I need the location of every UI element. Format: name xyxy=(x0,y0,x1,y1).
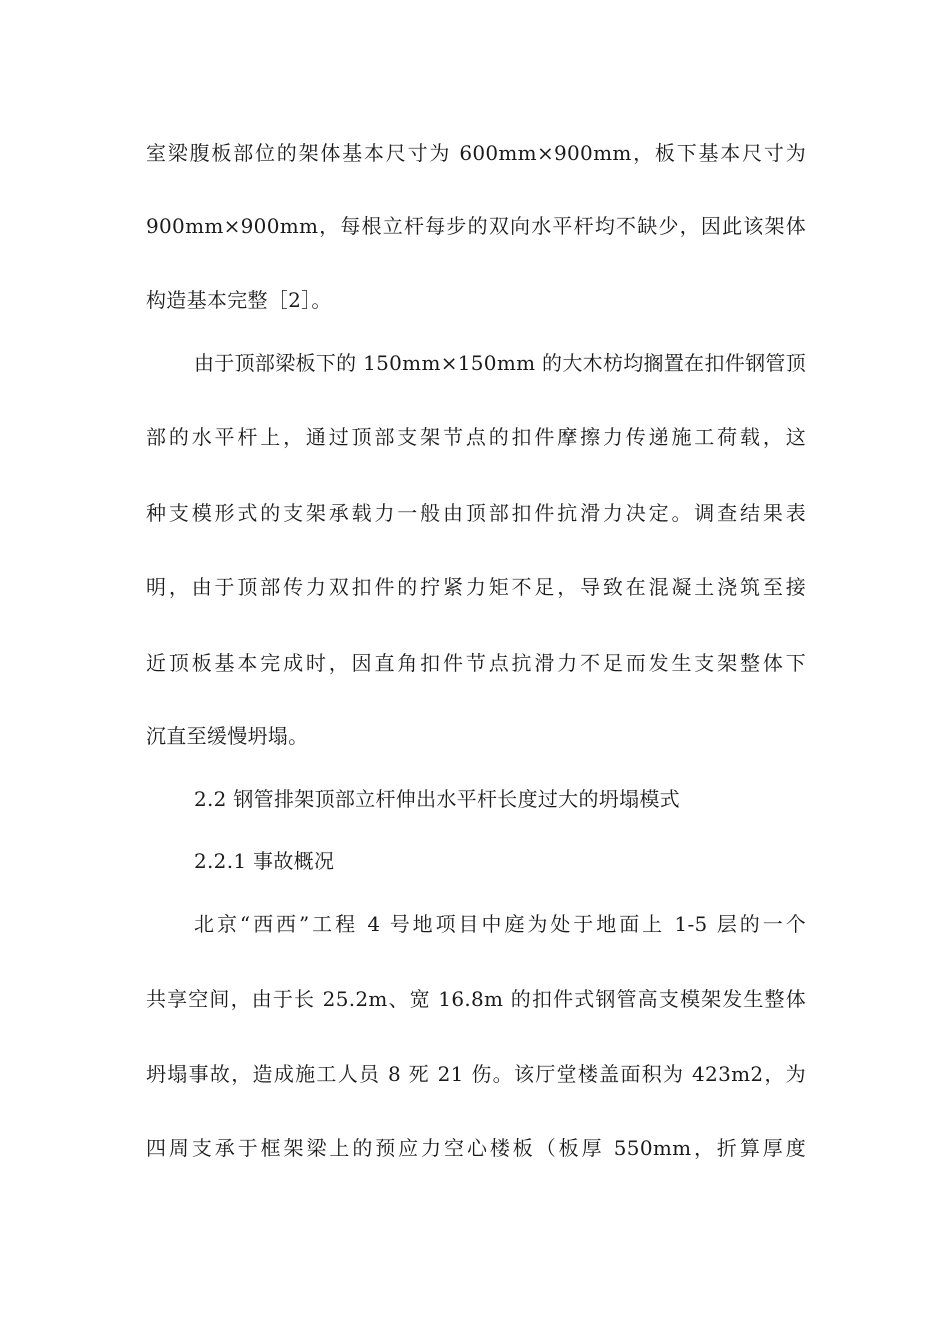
text-line: 共享空间，由于长 25.2m、宽 16.8m 的扣件式钢管高支模架发生整体 xyxy=(146,987,806,1011)
text-line: 种支模形式的支架承载力一般由顶部扣件抗滑力决定。调查结果表 xyxy=(146,501,806,525)
text-line: 沉直至缓慢坍塌。 xyxy=(146,724,309,748)
section-heading: 2.2 钢管排架顶部立杆伸出水平杆长度过大的坍塌模式 xyxy=(194,787,680,811)
text-line: 坍塌事故，造成施工人员 8 死 21 伤。该厅堂楼盖面积为 423m2，为 xyxy=(146,1062,806,1086)
paragraph-first-line: 由于顶部梁板下的 150mm×150mm 的大木枋均搁置在扣件钢管顶 xyxy=(194,351,806,375)
subsection-heading: 2.2.1 事故概况 xyxy=(194,849,335,873)
text-line: 四周支承于框架梁上的预应力空心楼板（板厚 550mm，折算厚度 xyxy=(146,1136,806,1160)
text-line: 构造基本完整［2］。 xyxy=(146,288,332,312)
text-line: 900mm×900mm，每根立杆每步的双向水平杆均不缺少，因此该架体 xyxy=(146,214,806,238)
text-line: 室梁腹板部位的架体基本尺寸为 600mm×900mm，板下基本尺寸为 xyxy=(146,141,806,165)
paragraph-first-line: 北京“西西”工程 4 号地项目中庭为处于地面上 1-5 层的一个 xyxy=(194,912,806,936)
text-line: 近顶板基本完成时，因直角扣件节点抗滑力不足而发生支架整体下 xyxy=(146,651,806,675)
text-line: 部的水平杆上，通过顶部支架节点的扣件摩擦力传递施工荷载，这 xyxy=(146,425,806,449)
text-line: 明，由于顶部传力双扣件的拧紧力矩不足，导致在混凝土浇筑至接 xyxy=(146,575,806,599)
